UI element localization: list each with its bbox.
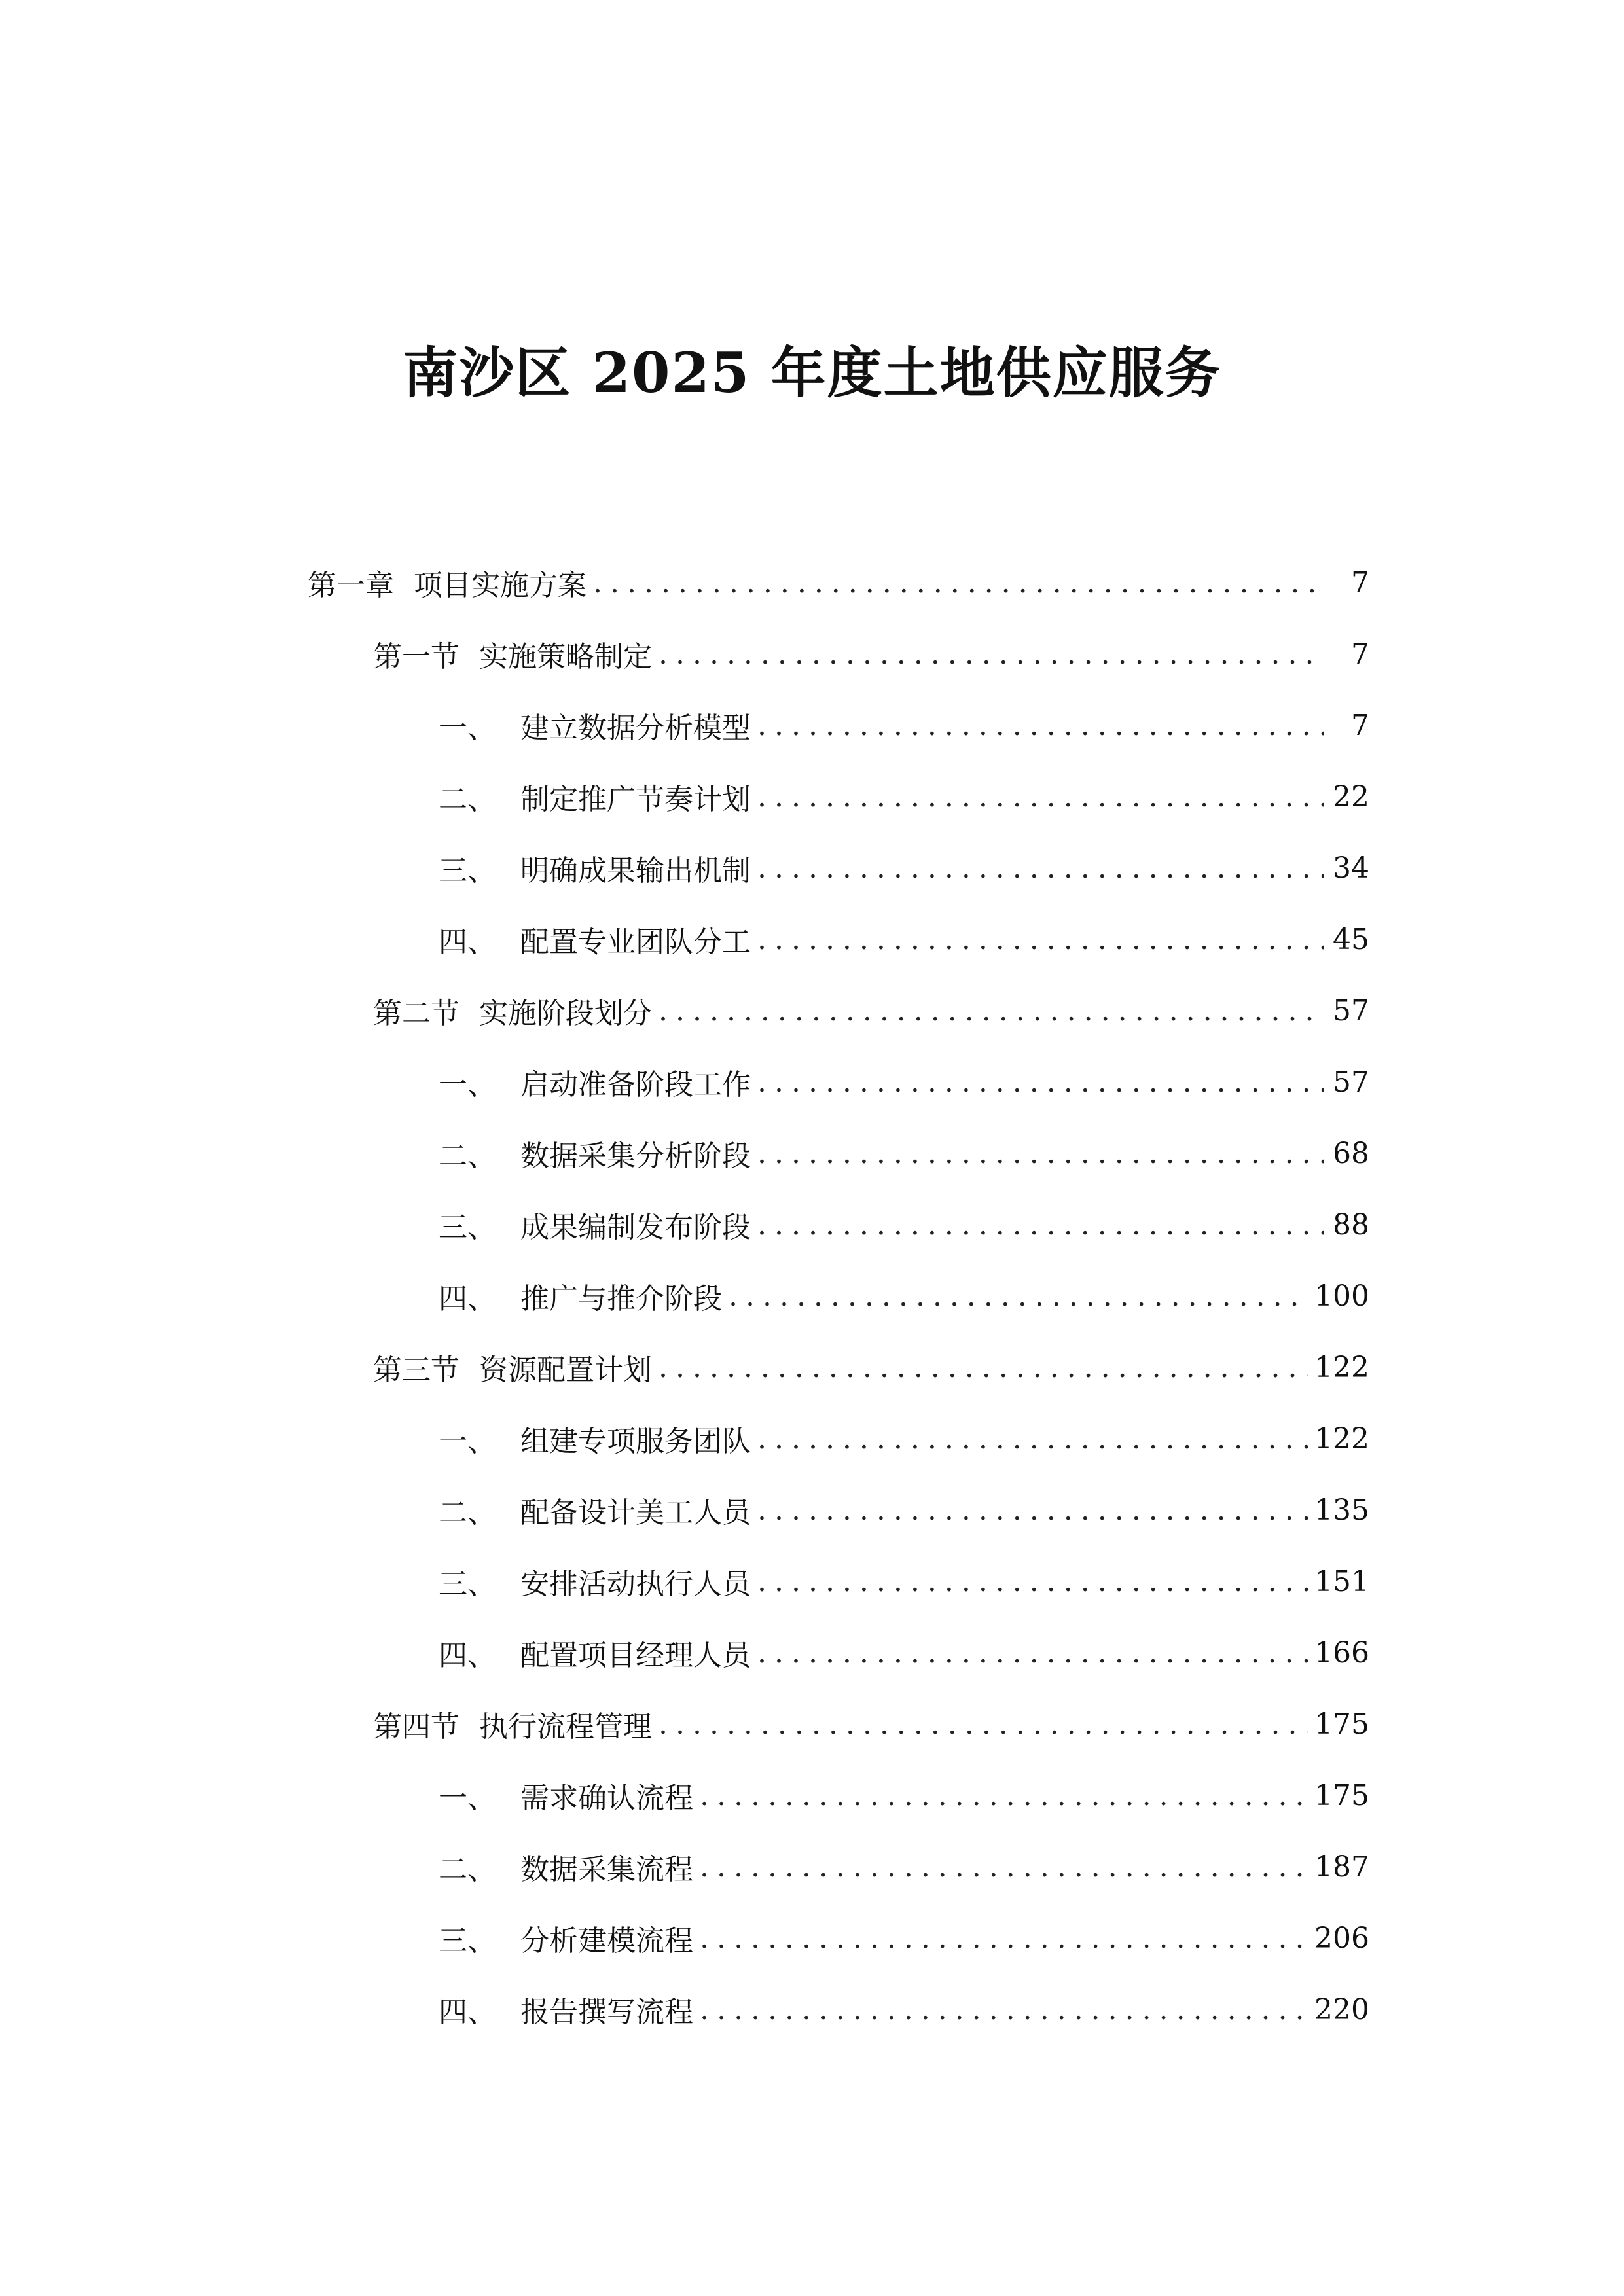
toc-page-number: 57 [1333,994,1369,1028]
toc-entry-number: 二、 [439,783,496,816]
toc-page-number: 68 [1333,1136,1369,1170]
toc-entry-number: 三、 [439,1211,496,1244]
toc-page-number: 100 [1314,1279,1369,1313]
toc-entry-title: 需求确认流程 [520,1782,693,1815]
toc-page-number: 34 [1333,851,1369,885]
toc-dot-leader [757,709,1324,742]
toc-entry[interactable] [439,1270,1369,1322]
toc-entry-title: 配置专业团队分工 [520,925,751,959]
toc-page-number: 187 [1314,1850,1369,1884]
toc-page-number: 122 [1314,1350,1369,1384]
toc-entry-title: 组建专项服务团队 [520,1425,751,1458]
toc-entry-number: 二、 [439,1496,496,1530]
toc-entry-title: 建立数据分析模型 [520,711,751,745]
toc-entry[interactable] [439,1983,1369,2036]
toc-entry[interactable] [439,1198,1369,1251]
toc-entry-number: 四、 [439,1639,496,1672]
toc-entry-title: 安排活动执行人员 [520,1568,751,1601]
toc-dot-leader [757,1422,1308,1456]
toc-entry-number: 第四节 [373,1710,460,1744]
toc-entry-number: 三、 [439,1924,496,1958]
toc-page-number: 206 [1314,1921,1369,1955]
toc-entry[interactable] [439,842,1369,894]
document-title: 南沙区 2025 年度土地供应服务 [403,340,1221,405]
toc-entry[interactable] [439,1912,1369,1964]
toc-entry-number: 一、 [439,1425,496,1458]
toc-dot-leader [659,637,1324,671]
toc-entry[interactable] [439,913,1369,965]
toc-entry[interactable] [439,1555,1369,1607]
toc-entry-title: 执行流程管理 [479,1710,652,1744]
toc-entry-number: 第二节 [373,997,460,1030]
toc-entry-title: 报告撰写流程 [520,1996,693,2029]
toc-dot-leader [757,1565,1308,1598]
toc-page-number: 122 [1314,1422,1369,1456]
toc-entry-title: 实施阶段划分 [479,997,652,1030]
toc-page-number: 151 [1314,1564,1369,1598]
toc-page-number: 57 [1333,1065,1369,1099]
toc-entry[interactable] [373,1341,1369,1393]
toc-page-number: 175 [1314,1707,1369,1741]
toc-entry-number: 四、 [439,1282,496,1316]
toc-page-number: 166 [1314,1636,1369,1670]
toc-dot-leader [757,1636,1308,1670]
toc-dot-leader [700,1850,1308,1884]
toc-page-number: 135 [1314,1493,1369,1527]
toc-dot-leader [757,852,1324,885]
toc-dot-leader [757,923,1324,956]
toc-page-number: 175 [1314,1778,1369,1812]
toc-page-number: 7 [1351,708,1369,742]
toc-entry-title: 明确成果输出机制 [520,854,751,888]
toc-page-number: 88 [1333,1208,1369,1242]
toc-entry-title: 实施策略制定 [479,640,652,673]
toc-entry-number: 第一节 [373,640,460,673]
toc-entry-number: 四、 [439,925,496,959]
toc-dot-leader [593,566,1324,600]
toc-entry-title: 推广与推介阶段 [520,1282,722,1316]
toc-page-number: 7 [1351,637,1369,671]
toc-entry[interactable] [439,699,1369,751]
toc-entry-number: 一、 [439,1782,496,1815]
toc-dot-leader [757,1137,1324,1170]
toc-page-number: 45 [1333,922,1369,956]
toc-entry-number: 三、 [439,1568,496,1601]
toc-entry[interactable] [439,1840,1369,1893]
toc-entry[interactable] [373,1698,1369,1750]
toc-entry[interactable] [373,628,1369,680]
toc-dot-leader [757,1066,1324,1099]
toc-entry-title: 数据采集分析阶段 [520,1139,751,1173]
toc-dot-leader [659,1351,1308,1384]
toc-dot-leader [757,1208,1324,1242]
toc-dot-leader [659,994,1324,1028]
toc-entry[interactable] [439,1412,1369,1465]
toc-dot-leader [729,1280,1308,1313]
toc-dot-leader [700,1993,1308,2026]
toc-page-number: 220 [1314,1992,1369,2026]
toc-entry-number: 三、 [439,854,496,888]
toc-entry[interactable] [308,556,1369,609]
toc-page-number: 22 [1333,780,1369,814]
toc-entry-title: 启动准备阶段工作 [520,1068,751,1102]
toc-dot-leader [700,1779,1308,1812]
toc-entry[interactable] [439,1626,1369,1679]
toc-entry-title: 项目实施方案 [414,569,586,602]
toc-dot-leader [700,1922,1308,1955]
toc-entry-title: 制定推广节奏计划 [520,783,751,816]
toc-entry[interactable] [439,770,1369,823]
toc-entry[interactable] [439,1484,1369,1536]
toc-entry[interactable] [439,1769,1369,1821]
toc-entry-number: 二、 [439,1853,496,1886]
toc-entry-title: 数据采集流程 [520,1853,693,1886]
toc-entry[interactable] [373,984,1369,1037]
toc-entry-title: 配置项目经理人员 [520,1639,751,1672]
toc-entry-title: 配备设计美工人员 [520,1496,751,1530]
toc-page-number: 7 [1351,565,1369,600]
toc-entry-number: 四、 [439,1996,496,2029]
toc-entry[interactable] [439,1056,1369,1108]
toc-dot-leader [757,780,1324,814]
toc-entry-number: 第一章 [308,569,394,602]
toc-entry-number: 第三节 [373,1354,460,1387]
toc-entry[interactable] [439,1127,1369,1179]
toc-entry-title: 分析建模流程 [520,1924,693,1958]
toc-entry-number: 一、 [439,711,496,745]
toc-dot-leader [757,1494,1308,1527]
toc-entry-title: 资源配置计划 [479,1354,652,1387]
toc-entry-title: 成果编制发布阶段 [520,1211,751,1244]
toc-entry-number: 二、 [439,1139,496,1173]
toc-dot-leader [659,1708,1308,1741]
toc-entry-number: 一、 [439,1068,496,1102]
